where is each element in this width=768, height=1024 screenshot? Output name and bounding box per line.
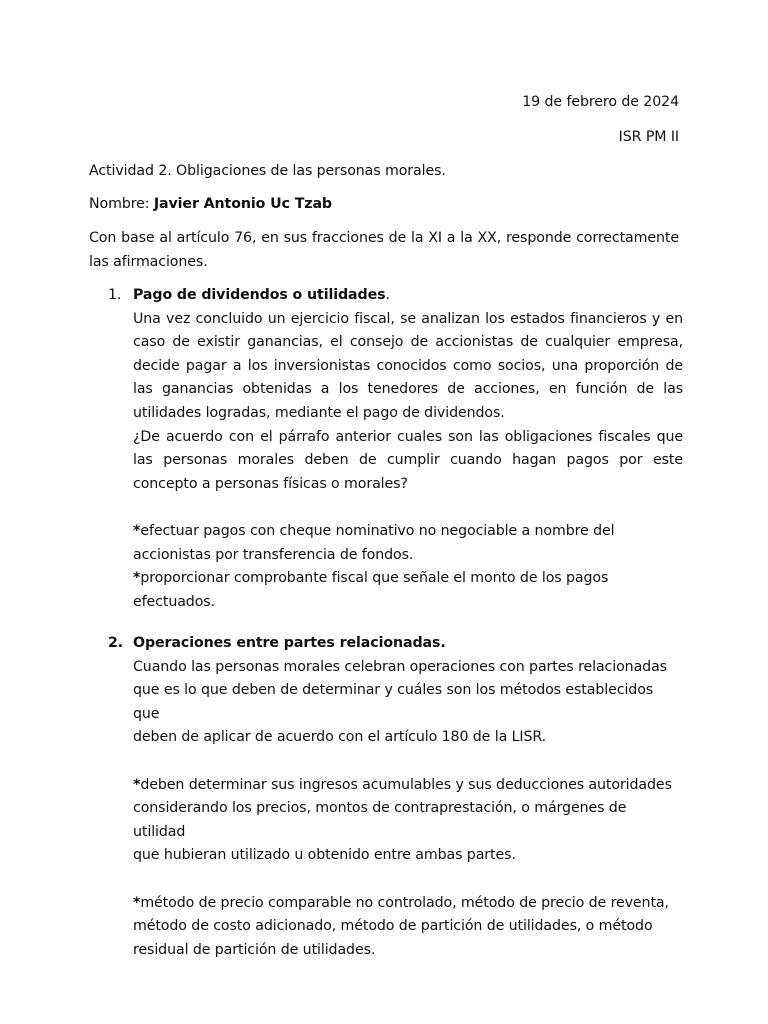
answer-2-line: residual de partición de utilidades. (133, 941, 376, 958)
answer-text: proporcionar comprobante fiscal que señale el monto de los pagos efectuados. (133, 570, 609, 610)
item-description: Una vez concluido un ejercicio fiscal, se analizan los estados financieros y en caso de existir ganancias, el consejo de accionistas de cualquier empresa, decide pagar a los inversionistas conocidos como socios, una proporción de las ganancias obtenidas a los tenedores de acciones, en función de las utilidades logradas, mediante el pago de dividendos. (133, 310, 683, 421)
bullet-marker: * (133, 776, 141, 793)
document-date: 19 de febrero de 2024 (522, 94, 679, 110)
item-description-line: que es lo que deben de determinar y cuáles son los métodos establecidos que (133, 682, 654, 722)
spacer (133, 496, 683, 520)
bullet-marker: * (133, 570, 141, 587)
item-title-suffix: . (385, 287, 390, 303)
spacer (133, 868, 683, 892)
question-item-2 (108, 632, 683, 962)
bullet-marker: * (133, 522, 141, 539)
item-title-line (133, 632, 683, 656)
student-name-line (89, 194, 332, 214)
answer-1-line: que hubieran utilizado u obtenido entre ambas partes. (133, 847, 516, 864)
answer-1-line: considerando los precios, montos de contraprestación, o márgenes de utilidad (133, 800, 627, 840)
item-number: 2. (108, 635, 124, 651)
item-title: Pago de dividendos o utilidades (133, 287, 386, 303)
item-question: ¿De acuerdo con el párrafo anterior cuales son las obligaciones fiscales que las personas morales deben de cumplir cuando hagan pagos por este concepto a personas físicas o morales? (133, 428, 683, 492)
answer-text: método de precio comparable no controlado, método de precio de reventa, (140, 894, 669, 911)
spacer (133, 750, 683, 774)
question-item-1 (108, 284, 683, 614)
item-title: Operaciones entre partes relacionadas. (133, 635, 446, 651)
instructions: Con base al artículo 76, en sus fracciones de la XI a la XX, responde correctamente las afirmaciones. (89, 230, 679, 270)
answer-2 (133, 567, 683, 614)
item-number: 1. (108, 287, 122, 303)
answer-text: deben determinar sus ingresos acumulables y sus deducciones autoridades (140, 776, 672, 793)
name-label: Nombre: (89, 196, 154, 212)
answer-2-line: método de costo adicionado, método de partición de utilidades, o método (133, 918, 653, 935)
answer-text: efectuar pagos con cheque nominativo no negociable a nombre del accionistas por transferencia de fondos. (133, 522, 615, 563)
activity-title: Actividad 2. Obligaciones de las personas morales. (89, 163, 446, 179)
item-description-line: deben de aplicar de acuerdo con el artículo 180 de la LISR. (133, 729, 547, 746)
answer-1 (133, 520, 683, 567)
student-name: Javier Antonio Uc Tzab (153, 196, 332, 212)
course-name: ISR PM II (618, 129, 679, 145)
item-description-line: Cuando las personas morales celebran operaciones con partes relacionadas (133, 658, 667, 675)
bullet-marker: * (133, 894, 141, 911)
item-title-line (133, 284, 683, 308)
answer-2-line (133, 892, 683, 916)
answer-1-line (133, 774, 683, 798)
